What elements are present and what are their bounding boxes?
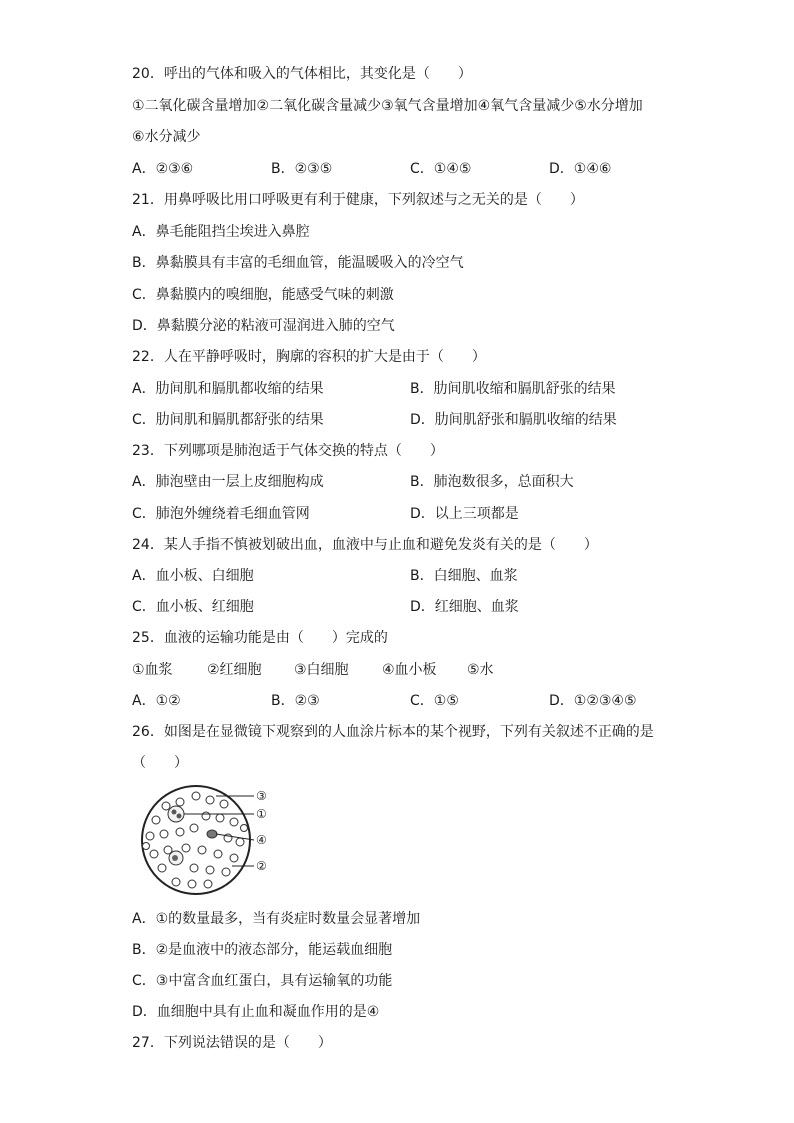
red-blood-cell [172,878,180,886]
q25-stem: 25．血液的运输功能是由（ ）完成的 [132,630,388,646]
q24-stem: 24．某人手指不慎被划破出血，血液中与止血和避免发炎有关的是（ ） [132,537,598,553]
q21-option-c: C．鼻黏膜内的嗅细胞，能感受气味的刺激 [132,287,394,303]
q22-option-d: D．肋间肌舒张和膈肌收缩的结果 [410,412,617,428]
blood-smear-field [142,786,250,894]
q23-option-a: A．肺泡壁由一层上皮细胞构成 [132,474,324,490]
q26-stem-cont: （ ） [132,755,188,771]
q24-option-d: D．红细胞、血浆 [410,599,519,615]
red-blood-cell [222,868,230,876]
figure-label-4: ④ [256,833,267,847]
red-blood-cell [220,800,228,808]
white-blood-cell-top [168,806,184,822]
red-blood-cell [190,824,198,832]
q20-option-d: D．①④⑥ [549,161,612,177]
q24-option-c: C．血小板、红细胞 [132,599,254,615]
q25-option-d: D．①②③④⑤ [549,693,637,709]
red-blood-cell [160,830,168,838]
q22-option-c: C．肋间肌和膈肌都舒张的结果 [132,412,324,428]
red-blood-cell [230,854,238,862]
red-blood-cell [236,838,244,846]
red-blood-cell [143,843,150,850]
q22-option-a: A．肋间肌和膈肌都收缩的结果 [132,381,324,397]
q25-item-5: ⑤水 [467,662,494,678]
red-blood-cell [152,816,160,824]
platelet [207,830,217,838]
q25-item-2: ②红细胞 [207,662,262,678]
q21-option-d: D．鼻黏膜分泌的粘液可湿润进入肺的空气 [132,318,395,334]
red-blood-cell [190,864,198,872]
q22-stem: 22．人在平静呼吸时，胸廓的容积的扩大是由于（ ） [132,349,486,365]
q26-option-d: D．血细胞中具有止血和凝血作用的是④ [132,1004,380,1020]
red-blood-cell [204,880,212,888]
q21-option-b: B．鼻黏膜具有丰富的毛细血管，能温暖吸入的冷空气 [132,255,464,271]
white-blood-cell-nucleus [177,814,182,819]
red-blood-cell [241,825,248,832]
q25-option-a: A．①② [132,693,181,709]
red-blood-cell [202,812,210,820]
platelet-cluster [207,830,217,838]
figure-label-2: ② [256,859,267,873]
q26-option-b: B．②是血液中的液态部分，能运载血细胞 [132,942,393,958]
q24-option-a: A．血小板、白细胞 [132,568,254,584]
red-blood-cell [162,802,170,810]
red-blood-cell [176,828,184,836]
figure-label-3: ③ [256,789,267,803]
blood-smear-figure [136,782,276,898]
q25-item-1: ①血浆 [132,662,173,678]
q20-choices-line1: ①二氧化碳含量增加②二氧化碳含量减少③氧气含量增加④氧气含量减少⑤水分增加 [132,98,643,114]
q20-option-a: A．②③⑥ [132,161,194,177]
red-blood-cell [176,798,184,806]
figure-labels [256,789,267,873]
q25-option-b: B．②③ [271,693,320,709]
q20-choices-line2: ⑥水分减少 [132,129,201,145]
red-blood-cell [216,814,224,822]
white-blood-cell-nucleus [172,855,178,861]
q25-item-4: ④血小板 [382,662,437,678]
q26-option-c: C．③中富含血红蛋白，具有运输氧的功能 [132,973,393,989]
red-blood-cell [182,844,190,852]
q21-option-a: A．鼻毛能阻挡尘埃进入鼻腔 [132,224,310,240]
q21-stem: 21．用鼻呼吸比用口呼吸更有利于健康，下列叙述与之无关的是（ ） [132,192,584,208]
q20-option-c: C．①④⑤ [410,161,472,177]
q23-stem: 23．下列哪项是肺泡适于气体交换的特点（ ） [132,443,444,459]
red-blood-cell [206,796,214,804]
red-blood-cell [198,846,206,854]
q20-stem: 20．呼出的气体和吸入的气体相比，其变化是（ ） [132,66,472,82]
q23-option-d: D．以上三项都是 [410,506,519,522]
red-blood-cell [188,880,196,888]
q27-stem: 27．下列说法错误的是（ ） [132,1035,332,1051]
red-blood-cell [214,850,222,858]
red-blood-cell [230,818,238,826]
figure-label-1: ① [256,807,267,821]
q20-option-b: B．②③⑤ [271,161,333,177]
q23-option-b: B．肺泡数很多，总面积大 [410,474,574,490]
q25-item-3: ③白细胞 [294,662,349,678]
red-blood-cell [146,832,154,840]
red-blood-cell [192,792,200,800]
white-blood-cell-nucleus [172,810,177,815]
q26-stem: 26．如图是在显微镜下观察到的人血涂片标本的某个视野，下列有关叙述不正确的是 [132,724,654,740]
q24-option-b: B．白细胞、血浆 [410,568,518,584]
red-blood-cell [158,864,166,872]
red-blood-cell [206,866,214,874]
microscope-field-circle [142,786,250,894]
q23-option-c: C．肺泡外缠绕着毛细血管网 [132,506,310,522]
q26-option-a: A．①的数量最多，当有炎症时数量会显著增加 [132,911,421,927]
red-blood-cell [150,850,158,858]
q22-option-b: B．肋间肌收缩和膈肌舒张的结果 [410,381,616,397]
q25-option-c: C．①⑤ [410,693,459,709]
